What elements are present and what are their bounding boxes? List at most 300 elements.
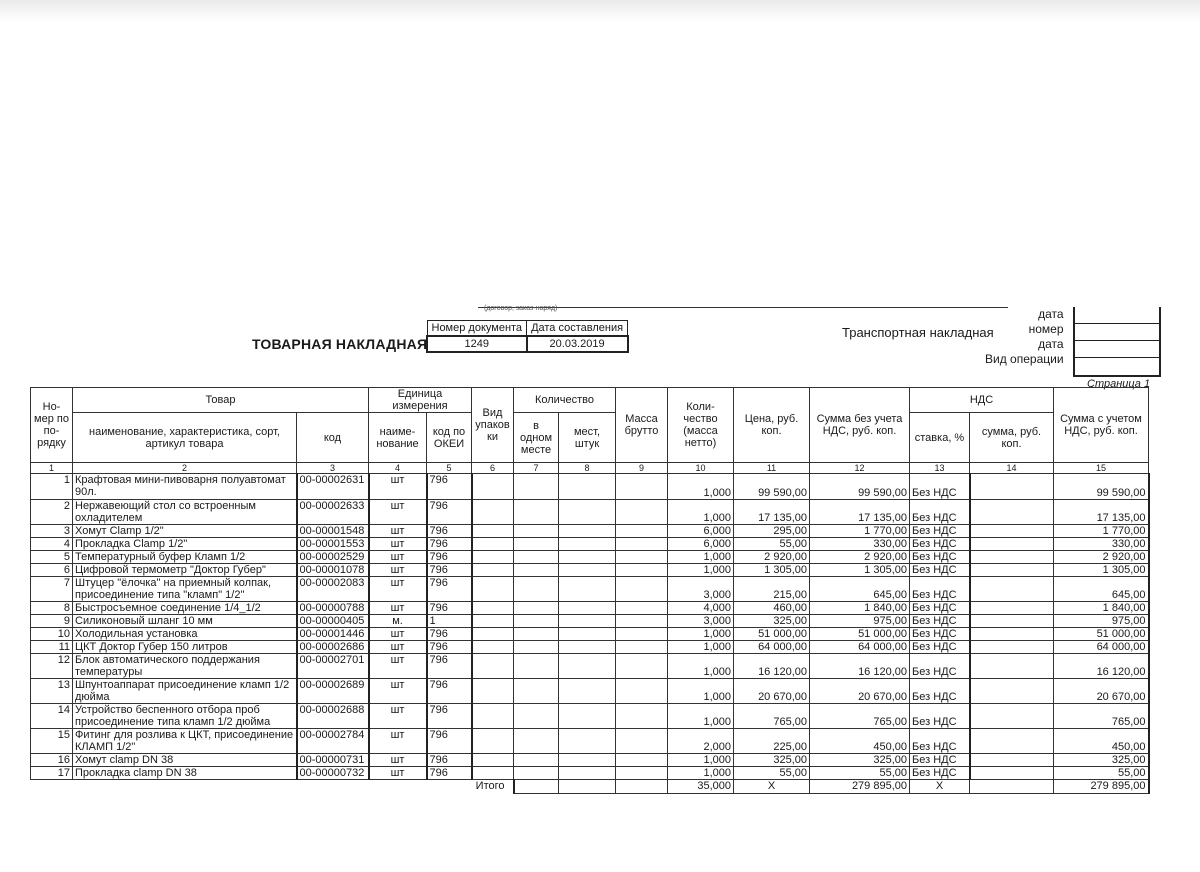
row-qty-places: [559, 767, 616, 780]
row-okei: 796: [427, 641, 472, 654]
row-code: 00-00000788: [297, 602, 369, 615]
row-qty-places: [559, 615, 616, 628]
contract-line: [478, 307, 1008, 308]
row-unit: шт: [369, 474, 427, 500]
row-rate: Без НДС: [910, 602, 970, 615]
row-name: Температурный буфер Кламп 1/2: [73, 551, 297, 564]
row-code: 00-00002529: [297, 551, 369, 564]
row-number: 1: [31, 474, 73, 500]
row-okei: 796: [427, 704, 472, 729]
row-okei: 796: [427, 577, 472, 602]
column-number: 12: [810, 463, 910, 474]
row-unit: шт: [369, 628, 427, 641]
row-gross: [616, 538, 668, 551]
col-sum-vat-header: Сумма с учетом НДС, руб. коп.: [1054, 388, 1149, 463]
row-name: Цифровой термометр "Доктор Губер": [73, 564, 297, 577]
column-number: 10: [668, 463, 734, 474]
row-sum: 765,00: [810, 704, 910, 729]
row-sum: 1 840,00: [810, 602, 910, 615]
row-unit: шт: [369, 564, 427, 577]
column-number: 15: [1054, 463, 1149, 474]
row-code: 00-00002689: [297, 679, 369, 704]
row-name: Крафтовая мини-пивоварня полуавтомат 90л.: [73, 474, 297, 500]
row-price: 225,00: [734, 729, 810, 754]
row-number: 5: [31, 551, 73, 564]
row-name: Быстросъемное соединение 1/4_1/2: [73, 602, 297, 615]
col-gross-header: Масса брутто: [616, 388, 668, 463]
row-gross: [616, 729, 668, 754]
col-okei-header: код по ОКЕИ: [427, 413, 472, 463]
row-code: 00-00002688: [297, 704, 369, 729]
row-name: Холодильная установка: [73, 628, 297, 641]
row-qty-one: [514, 729, 559, 754]
row-gross: [616, 679, 668, 704]
row-qty: 1,000: [668, 767, 734, 780]
row-qty: 1,000: [668, 628, 734, 641]
side-label-operation: Вид операции: [985, 352, 1064, 366]
row-vat-sum: [970, 474, 1054, 500]
row-qty-places: [559, 754, 616, 767]
row-gross: [616, 641, 668, 654]
column-number: 14: [970, 463, 1054, 474]
row-price: 16 120,00: [734, 654, 810, 679]
row-price: 20 670,00: [734, 679, 810, 704]
row-okei: 796: [427, 729, 472, 754]
row-sum: 975,00: [810, 615, 910, 628]
row-total: 1 305,00: [1054, 564, 1149, 577]
side-fields-box: [1073, 307, 1161, 377]
row-number: 14: [31, 704, 73, 729]
col-sum-novat-header: Сумма без учета НДС, руб. коп.: [810, 388, 910, 463]
table-row: [31, 628, 1149, 641]
row-qty-one: [514, 754, 559, 767]
row-vat-sum: [970, 679, 1054, 704]
row-pack: [472, 628, 514, 641]
col-qty-header: Количество: [514, 388, 616, 413]
row-sum: 325,00: [810, 754, 910, 767]
row-unit: шт: [369, 525, 427, 538]
table-row: [31, 641, 1149, 654]
row-name: Шпунтоаппарат присоединение кламп 1/2 дюйма: [73, 679, 297, 704]
row-qty: 1,000: [668, 654, 734, 679]
row-qty-one: [514, 474, 559, 500]
row-price: 55,00: [734, 767, 810, 780]
row-gross: [616, 474, 668, 500]
row-pack: [472, 577, 514, 602]
totals-total: 279 895,00: [1054, 780, 1149, 794]
row-number: 10: [31, 628, 73, 641]
table-row: [31, 564, 1149, 577]
row-pack: [472, 525, 514, 538]
row-gross: [616, 564, 668, 577]
row-number: 12: [31, 654, 73, 679]
row-total: 1 840,00: [1054, 602, 1149, 615]
row-qty-one: [514, 577, 559, 602]
row-okei: 796: [427, 602, 472, 615]
table-row: [31, 500, 1149, 525]
row-qty-one: [514, 628, 559, 641]
row-vat-sum: [970, 615, 1054, 628]
row-qty-one: [514, 641, 559, 654]
row-pack: [472, 704, 514, 729]
row-number: 2: [31, 500, 73, 525]
doc-number-label: Номер документа: [427, 321, 527, 337]
row-code: 00-00002784: [297, 729, 369, 754]
row-pack: [472, 641, 514, 654]
totals-row: [31, 780, 1149, 794]
col-vat-sum-header: сумма, руб. коп.: [970, 413, 1054, 463]
row-qty-places: [559, 628, 616, 641]
row-qty: 6,000: [668, 525, 734, 538]
side-field: [1075, 358, 1159, 374]
row-total: 20 670,00: [1054, 679, 1149, 704]
goods-rows: [31, 474, 1149, 780]
row-qty-one: [514, 654, 559, 679]
row-okei: 796: [427, 564, 472, 577]
row-name: Прокладка clamp DN 38: [73, 767, 297, 780]
row-qty-places: [559, 551, 616, 564]
col-unit-name-header: наиме-нование: [369, 413, 427, 463]
row-vat-sum: [970, 729, 1054, 754]
document-number-table: [426, 320, 629, 353]
table-row: [31, 615, 1149, 628]
table-row: [31, 525, 1149, 538]
row-name: Хомут clamp DN 38: [73, 754, 297, 767]
row-code: 00-00002631: [297, 474, 369, 500]
row-pack: [472, 602, 514, 615]
table-row: [31, 551, 1149, 564]
row-pack: [472, 754, 514, 767]
row-qty-one: [514, 500, 559, 525]
row-qty-places: [559, 654, 616, 679]
row-qty-one: [514, 538, 559, 551]
row-rate: Без НДС: [910, 525, 970, 538]
row-okei: 796: [427, 551, 472, 564]
col-goods-name-header: наименование, характеристика, сорт, артикул товара: [73, 413, 297, 463]
contract-caption: (договор, заказ-наряд): [484, 305, 558, 312]
row-name: Прокладка Clamp 1/2": [73, 538, 297, 551]
row-qty-places: [559, 704, 616, 729]
doc-date-value: 20.03.2019: [527, 336, 628, 352]
table-row: [31, 602, 1149, 615]
row-gross: [616, 754, 668, 767]
row-okei: 796: [427, 474, 472, 500]
row-pack: [472, 564, 514, 577]
row-name: Штуцер "ёлочка" на приемный колпак, присоединение типа "кламп" 1/2": [73, 577, 297, 602]
column-number: 1: [31, 463, 73, 474]
row-rate: Без НДС: [910, 551, 970, 564]
row-total: 64 000,00: [1054, 641, 1149, 654]
document-title: ТОВАРНАЯ НАКЛАДНАЯ: [252, 336, 428, 352]
row-price: 51 000,00: [734, 628, 810, 641]
row-pack: [472, 551, 514, 564]
row-sum: 64 000,00: [810, 641, 910, 654]
column-number: 9: [616, 463, 668, 474]
row-total: 99 590,00: [1054, 474, 1149, 500]
row-sum: 55,00: [810, 767, 910, 780]
row-qty-places: [559, 538, 616, 551]
row-vat-sum: [970, 525, 1054, 538]
row-price: 325,00: [734, 615, 810, 628]
row-name: Блок автоматического поддержания температуры: [73, 654, 297, 679]
row-qty-places: [559, 564, 616, 577]
row-qty-places: [559, 602, 616, 615]
row-rate: Без НДС: [910, 641, 970, 654]
row-total: 765,00: [1054, 704, 1149, 729]
row-total: 330,00: [1054, 538, 1149, 551]
row-rate: Без НДС: [910, 754, 970, 767]
row-gross: [616, 525, 668, 538]
row-qty-places: [559, 474, 616, 500]
row-vat-sum: [970, 641, 1054, 654]
table-row: [31, 474, 1149, 500]
row-price: 2 920,00: [734, 551, 810, 564]
row-name: Нержавеющий стол со встроенным охладителем: [73, 500, 297, 525]
row-okei: 796: [427, 679, 472, 704]
row-vat-sum: [970, 767, 1054, 780]
row-sum: 1 305,00: [810, 564, 910, 577]
row-name: Хомут Clamp 1/2": [73, 525, 297, 538]
row-price: 99 590,00: [734, 474, 810, 500]
row-okei: 796: [427, 525, 472, 538]
table-row: [31, 729, 1149, 754]
side-label-date1: дата: [1038, 307, 1064, 321]
col-goods-code-header: код: [297, 413, 369, 463]
row-okei: 796: [427, 500, 472, 525]
row-qty-places: [559, 641, 616, 654]
row-name: Силиконовый шланг 10 мм: [73, 615, 297, 628]
row-qty-one: [514, 615, 559, 628]
row-qty: 1,000: [668, 641, 734, 654]
row-code: 00-00000405: [297, 615, 369, 628]
row-total: 17 135,00: [1054, 500, 1149, 525]
col-qty-one-header: в одном месте: [514, 413, 559, 463]
row-total: 975,00: [1054, 615, 1149, 628]
row-qty: 4,000: [668, 602, 734, 615]
row-rate: Без НДС: [910, 704, 970, 729]
totals-empty: [616, 780, 668, 794]
row-pack: [472, 474, 514, 500]
row-pack: [472, 679, 514, 704]
side-field: [1075, 324, 1159, 341]
row-qty-one: [514, 564, 559, 577]
row-qty: 1,000: [668, 679, 734, 704]
row-vat-sum: [970, 564, 1054, 577]
row-sum: 99 590,00: [810, 474, 910, 500]
goods-table: [30, 387, 1150, 794]
row-total: 2 920,00: [1054, 551, 1149, 564]
row-okei: 796: [427, 538, 472, 551]
row-unit: шт: [369, 704, 427, 729]
side-labels: [985, 307, 1064, 367]
row-qty-one: [514, 525, 559, 538]
row-vat-sum: [970, 602, 1054, 615]
row-unit: м.: [369, 615, 427, 628]
row-gross: [616, 551, 668, 564]
row-rate: Без НДС: [910, 679, 970, 704]
row-vat-sum: [970, 577, 1054, 602]
row-price: 1 305,00: [734, 564, 810, 577]
table-row: [31, 577, 1149, 602]
row-code: 00-00001078: [297, 564, 369, 577]
side-field: [1075, 341, 1159, 358]
row-price: 55,00: [734, 538, 810, 551]
row-pack: [472, 500, 514, 525]
column-number: 2: [73, 463, 297, 474]
row-number: 15: [31, 729, 73, 754]
row-code: 00-00002633: [297, 500, 369, 525]
row-pack: [472, 538, 514, 551]
row-gross: [616, 602, 668, 615]
row-sum: 51 000,00: [810, 628, 910, 641]
row-qty-places: [559, 525, 616, 538]
row-qty-one: [514, 704, 559, 729]
row-rate: Без НДС: [910, 538, 970, 551]
row-total: 16 120,00: [1054, 654, 1149, 679]
scan-top-shadow: [0, 0, 1200, 22]
row-code: 00-00001446: [297, 628, 369, 641]
totals-vat-sum: [970, 780, 1054, 794]
row-okei: 796: [427, 628, 472, 641]
row-code: 00-00000732: [297, 767, 369, 780]
row-sum: 16 120,00: [810, 654, 910, 679]
row-qty: 1,000: [668, 500, 734, 525]
row-rate: Без НДС: [910, 628, 970, 641]
row-price: 325,00: [734, 754, 810, 767]
row-okei: 1: [427, 615, 472, 628]
column-number: 7: [514, 463, 559, 474]
row-gross: [616, 500, 668, 525]
side-label-date2: дата: [1038, 337, 1064, 351]
totals-empty: [514, 780, 559, 794]
table-row: [31, 704, 1149, 729]
row-number: 11: [31, 641, 73, 654]
column-number: 4: [369, 463, 427, 474]
row-vat-sum: [970, 500, 1054, 525]
row-price: 765,00: [734, 704, 810, 729]
doc-date-label: Дата составления: [527, 321, 628, 337]
row-rate: Без НДС: [910, 577, 970, 602]
row-unit: шт: [369, 538, 427, 551]
row-number: 8: [31, 602, 73, 615]
row-total: 1 770,00: [1054, 525, 1149, 538]
row-pack: [472, 615, 514, 628]
row-total: 51 000,00: [1054, 628, 1149, 641]
row-pack: [472, 654, 514, 679]
row-code: 00-00002701: [297, 654, 369, 679]
row-gross: [616, 628, 668, 641]
row-qty: 3,000: [668, 577, 734, 602]
row-number: 17: [31, 767, 73, 780]
col-unit-header: Единица измерения: [369, 388, 472, 413]
row-rate: Без НДС: [910, 500, 970, 525]
column-number: 11: [734, 463, 810, 474]
col-pack-header: Вид упаков ки: [472, 388, 514, 463]
row-price: 64 000,00: [734, 641, 810, 654]
row-qty: 2,000: [668, 729, 734, 754]
column-number: 5: [427, 463, 472, 474]
transport-label: Транспортная накладная: [842, 325, 994, 340]
row-sum: 645,00: [810, 577, 910, 602]
row-code: 00-00001548: [297, 525, 369, 538]
table-row: [31, 754, 1149, 767]
totals-rate: X: [910, 780, 970, 794]
row-unit: шт: [369, 641, 427, 654]
row-price: 460,00: [734, 602, 810, 615]
row-okei: 796: [427, 767, 472, 780]
row-qty: 1,000: [668, 754, 734, 767]
totals-empty: [559, 780, 616, 794]
row-rate: Без НДС: [910, 564, 970, 577]
row-total: 55,00: [1054, 767, 1149, 780]
column-number: 6: [472, 463, 514, 474]
row-total: 325,00: [1054, 754, 1149, 767]
row-total: 645,00: [1054, 577, 1149, 602]
row-unit: шт: [369, 767, 427, 780]
row-rate: Без НДС: [910, 654, 970, 679]
row-sum: 1 770,00: [810, 525, 910, 538]
column-number: 13: [910, 463, 970, 474]
col-n-header: Но-мер по по-рядку: [31, 388, 73, 463]
row-number: 7: [31, 577, 73, 602]
row-number: 6: [31, 564, 73, 577]
row-okei: 796: [427, 654, 472, 679]
row-sum: 330,00: [810, 538, 910, 551]
row-unit: шт: [369, 500, 427, 525]
row-unit: шт: [369, 577, 427, 602]
row-vat-sum: [970, 754, 1054, 767]
row-qty-places: [559, 679, 616, 704]
row-code: 00-00002686: [297, 641, 369, 654]
row-price: 215,00: [734, 577, 810, 602]
row-number: 4: [31, 538, 73, 551]
row-sum: 20 670,00: [810, 679, 910, 704]
col-vat-rate-header: ставка, %: [910, 413, 970, 463]
row-gross: [616, 577, 668, 602]
row-number: 13: [31, 679, 73, 704]
row-unit: шт: [369, 654, 427, 679]
col-vat-header: НДС: [910, 388, 1054, 413]
row-vat-sum: [970, 538, 1054, 551]
row-rate: Без НДС: [910, 474, 970, 500]
row-unit: шт: [369, 729, 427, 754]
row-gross: [616, 704, 668, 729]
row-price: 295,00: [734, 525, 810, 538]
col-net-header: Коли-чество (масса нетто): [668, 388, 734, 463]
side-field: [1075, 307, 1159, 324]
doc-number-value: 1249: [427, 336, 527, 352]
row-qty-one: [514, 602, 559, 615]
table-row: [31, 679, 1149, 704]
row-sum: 450,00: [810, 729, 910, 754]
row-number: 9: [31, 615, 73, 628]
row-vat-sum: [970, 704, 1054, 729]
side-label-number: номер: [1028, 322, 1064, 336]
row-unit: шт: [369, 679, 427, 704]
row-number: 16: [31, 754, 73, 767]
row-name: Фитинг для розлива к ЦКТ, присоединение КЛАМП 1/2": [73, 729, 297, 754]
row-rate: Без НДС: [910, 729, 970, 754]
row-unit: шт: [369, 754, 427, 767]
row-qty: 3,000: [668, 615, 734, 628]
row-qty: 6,000: [668, 538, 734, 551]
row-code: 00-00000731: [297, 754, 369, 767]
col-qty-places-header: мест, штук: [559, 413, 616, 463]
row-total: 450,00: [1054, 729, 1149, 754]
row-gross: [616, 654, 668, 679]
row-qty-places: [559, 577, 616, 602]
row-okei: 796: [427, 754, 472, 767]
